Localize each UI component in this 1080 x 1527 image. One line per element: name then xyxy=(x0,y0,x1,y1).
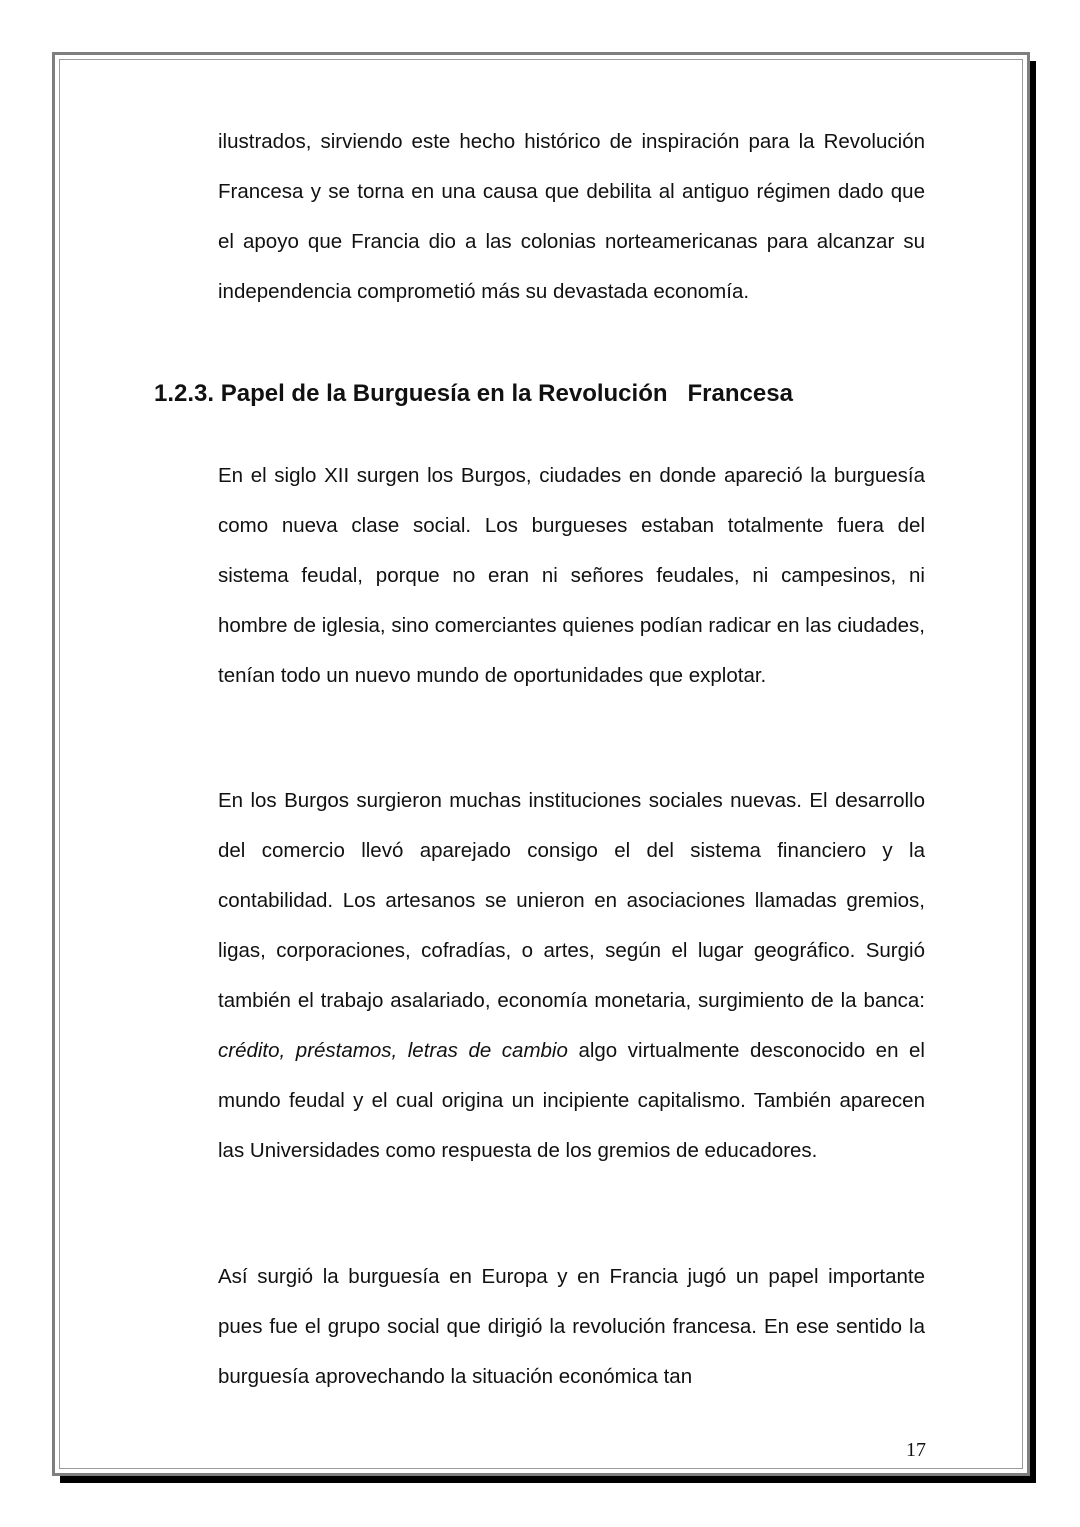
section-heading: 1.2.3. Papel de la Burguesía en la Revolución Francesa xyxy=(154,380,793,407)
paragraph-bourgeoisie-role: Así surgió la burguesía en Europa y en Francia jugó un papel importante pues fue el grupo social que dirigió la revolución francesa. En ese sentido la burguesía aprovechando la situación económica tan xyxy=(218,1265,925,1388)
paragraph-continuation: ilustrados, sirviendo este hecho histórico de inspiración para la Revolución Francesa y se torna en una causa que debilita al antiguo régimen dado que el apoyo que Francia dio a las colonias norteamericanas para alcanzar su independencia comprometió más su devastada economía. xyxy=(218,130,925,303)
paragraph-burgos-origin: En el siglo XII surgen los Burgos, ciudades en donde apareció la burguesía como nueva clase social. Los burgueses estaban totalmente fuera del sistema feudal, porque no eran ni señores feudales, ni campesinos, ni hombre de iglesia, sino comerciantes quienes podían radicar en las ciudades, tenían todo un nuevo mundo de oportunidades que explotar. xyxy=(218,464,925,687)
paragraph-institutions xyxy=(218,776,925,1176)
page-number: 17 xyxy=(906,1439,926,1461)
paragraph-institutions-text-end: algo virtualmente desconocido en el mundo feudal y el cual origina un incipiente capitalismo. También aparecen las Universidades como respuesta de los gremios de educadores. xyxy=(218,1039,925,1162)
paragraph-institutions-text-start: En los Burgos surgieron muchas instituciones sociales nuevas. El desarrollo del comercio llevó aparejado consigo el del sistema financiero y la contabilidad. Los artesanos se unieron en asociaciones llamadas gremios, ligas, corporaciones, cofradías, o artes, según el lugar geográfico. Surgió también el trabajo asalariado, economía monetaria, surgimiento de la banca: xyxy=(218,789,925,1012)
paragraph-institutions-italic-terms: crédito, préstamos, letras de cambio xyxy=(218,1039,568,1062)
